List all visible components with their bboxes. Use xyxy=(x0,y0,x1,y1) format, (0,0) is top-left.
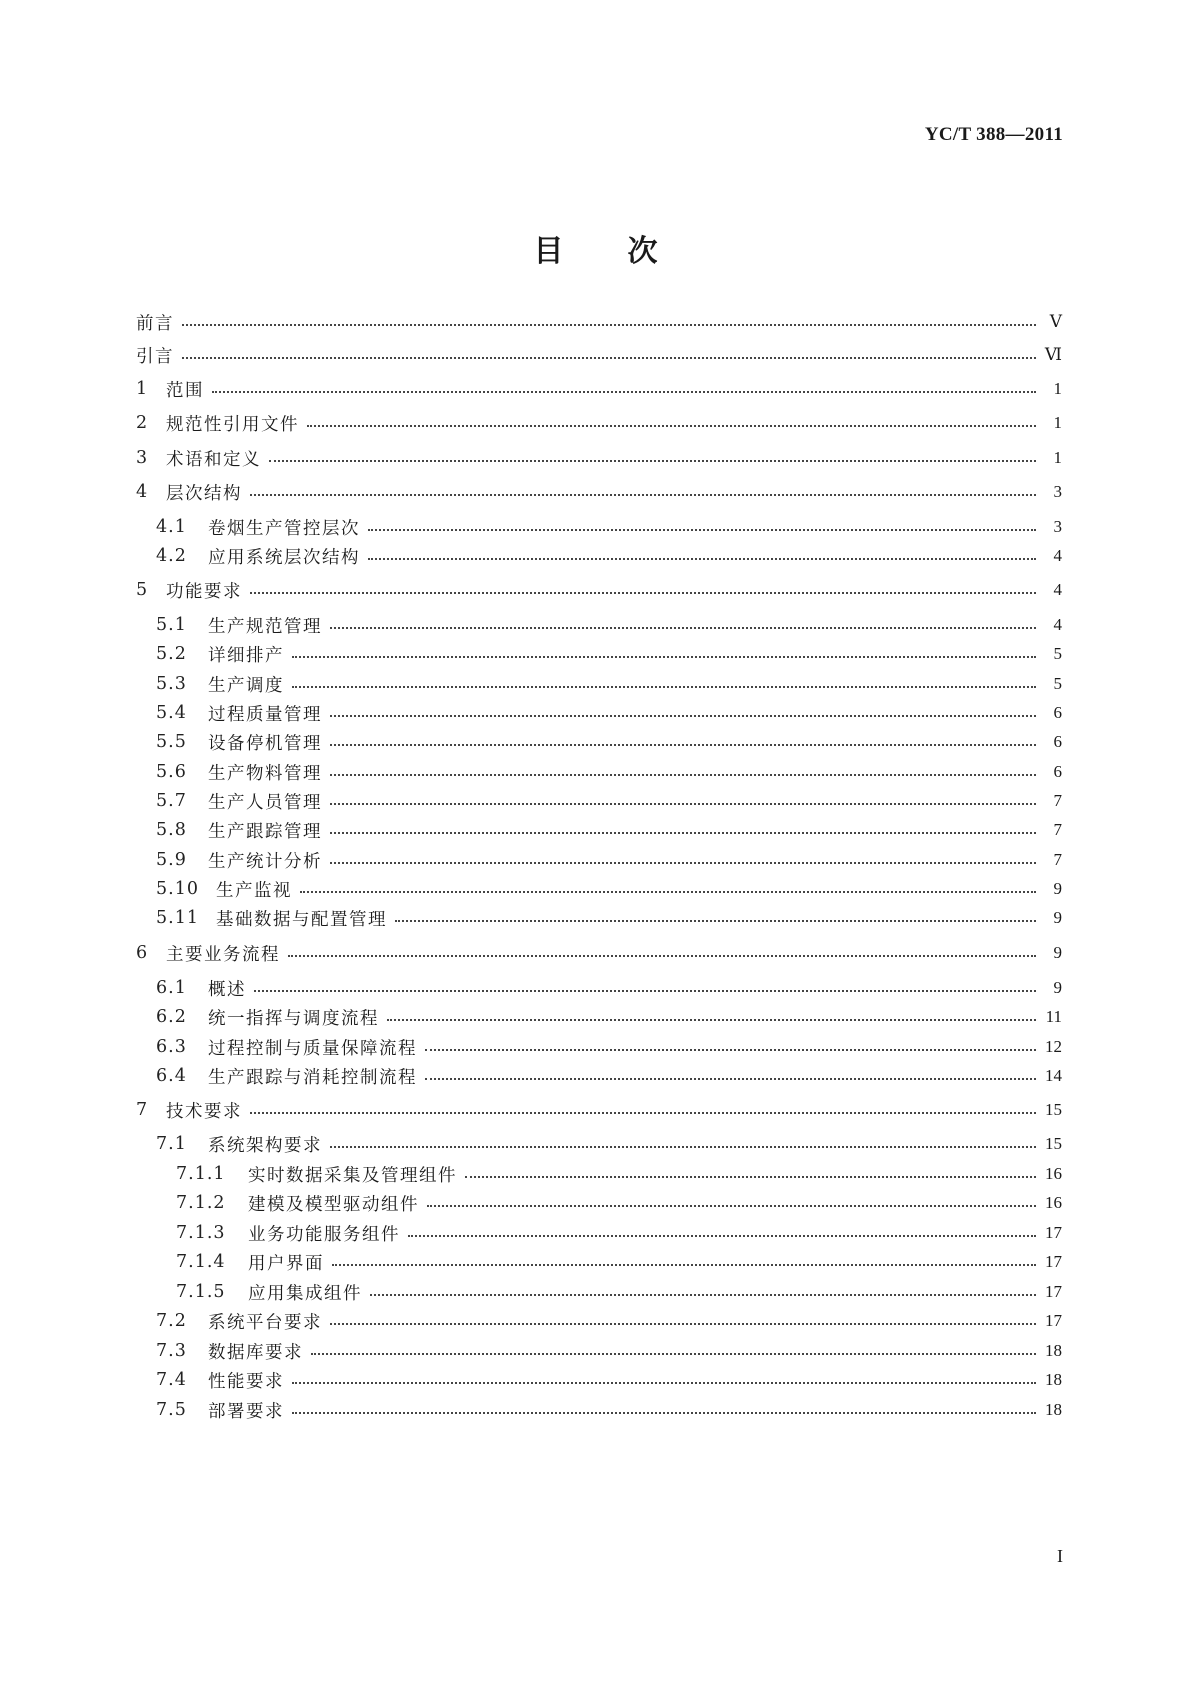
toc-entry[interactable] xyxy=(136,1131,1062,1157)
toc-dot-leader xyxy=(212,381,1036,393)
toc-entry[interactable] xyxy=(136,729,1062,755)
toc-entry-label: 系统架构要求 xyxy=(208,1135,322,1156)
toc-dot-leader xyxy=(292,646,1036,658)
toc-entry-page: 5 xyxy=(1053,644,1062,663)
toc-entry-label: 实时数据采集及管理组件 xyxy=(248,1165,457,1186)
toc-entry[interactable] xyxy=(136,1004,1062,1030)
toc-dot-leader xyxy=(292,1402,1036,1414)
toc-entry-page: 1 xyxy=(1053,379,1062,398)
toc-dot-leader xyxy=(425,1039,1036,1051)
toc-entry-number: 2 xyxy=(136,413,149,433)
toc-entry-page: 14 xyxy=(1045,1066,1062,1085)
toc-dot-leader xyxy=(368,519,1036,531)
toc-entry-page: 18 xyxy=(1045,1341,1062,1360)
toc-entry-label: 生产物料管理 xyxy=(208,763,322,784)
toc-dot-leader xyxy=(330,705,1036,717)
toc-entry-label: 生产人员管理 xyxy=(208,792,322,813)
toc-entry-number: 5.2 xyxy=(156,644,187,664)
toc-dot-leader xyxy=(182,347,1036,359)
toc-dot-leader xyxy=(370,1284,1036,1296)
toc-entry[interactable] xyxy=(136,1097,1062,1123)
toc-entry[interactable] xyxy=(136,1220,1062,1246)
toc-entry-page: 7 xyxy=(1053,791,1062,810)
toc-entry[interactable] xyxy=(136,759,1062,785)
toc-entry[interactable] xyxy=(136,641,1062,667)
toc-dot-leader xyxy=(182,314,1036,326)
toc-entry-number: 7.1.2 xyxy=(176,1193,226,1213)
toc-entry-label: 应用集成组件 xyxy=(248,1283,362,1304)
toc-dot-leader xyxy=(465,1166,1036,1178)
toc-dot-leader xyxy=(292,1372,1036,1384)
toc-dot-leader xyxy=(332,1254,1036,1266)
toc-entry[interactable] xyxy=(136,1338,1062,1364)
toc-entry-page: 7 xyxy=(1053,820,1062,839)
toc-entry-number: 6.4 xyxy=(156,1066,187,1086)
toc-entry-number: 5.10 xyxy=(156,879,199,899)
toc-entry-page: 17 xyxy=(1045,1252,1062,1271)
toc-entry[interactable] xyxy=(136,847,1062,873)
toc-entry[interactable] xyxy=(136,514,1062,540)
toc-dot-leader xyxy=(250,1102,1036,1114)
toc-entry-page: 3 xyxy=(1053,482,1062,501)
toc-entry-label: 卷烟生产管控层次 xyxy=(208,518,360,539)
toc-entry[interactable] xyxy=(136,577,1062,603)
toc-entry-number: 5.9 xyxy=(156,850,187,870)
toc-entry-number: 5.6 xyxy=(156,762,187,782)
toc-dot-leader xyxy=(330,734,1036,746)
toc-entry-number: 7.4 xyxy=(156,1370,187,1390)
toc-dot-leader xyxy=(300,881,1036,893)
toc-dot-leader xyxy=(330,793,1036,805)
toc-entry-label: 部署要求 xyxy=(208,1401,284,1422)
toc-entry-number: 1 xyxy=(136,379,149,399)
toc-entry-number: 6.3 xyxy=(156,1037,187,1057)
toc-entry[interactable] xyxy=(136,410,1062,436)
toc-entry-page: 1 xyxy=(1053,448,1062,467)
toc-dot-leader xyxy=(368,548,1036,560)
toc-dot-leader xyxy=(408,1225,1036,1237)
toc-entry[interactable] xyxy=(136,1397,1062,1423)
toc-entry-label: 生产监视 xyxy=(216,880,292,901)
toc-entry-page: 6 xyxy=(1053,703,1062,722)
toc-entry-label: 概述 xyxy=(208,979,246,1000)
toc-entry[interactable] xyxy=(136,940,1062,966)
toc-dot-leader xyxy=(387,1009,1036,1021)
toc-dot-leader xyxy=(330,822,1036,834)
toc-entry[interactable] xyxy=(136,479,1062,505)
toc-entry-page: 17 xyxy=(1045,1311,1062,1330)
toc-entry-label: 基础数据与配置管理 xyxy=(216,909,387,930)
toc-entry-label: 术语和定义 xyxy=(166,449,261,470)
toc-entry-page: 15 xyxy=(1045,1134,1062,1153)
toc-entry-label: 用户界面 xyxy=(248,1253,324,1274)
toc-entry-number: 6.2 xyxy=(156,1007,187,1027)
toc-dot-leader xyxy=(395,910,1036,922)
toc-entry[interactable] xyxy=(136,342,1062,368)
toc-entry-page: 17 xyxy=(1045,1223,1062,1242)
toc-entry-label: 业务功能服务组件 xyxy=(248,1224,400,1245)
toc-entry-number: 3 xyxy=(136,448,149,468)
toc-entry-label: 引言 xyxy=(136,346,174,367)
title-char-2: 次 xyxy=(627,234,658,269)
toc-entry-label: 应用系统层次结构 xyxy=(208,547,360,568)
toc-entry-page: 15 xyxy=(1045,1100,1062,1119)
toc-dot-leader xyxy=(425,1068,1036,1080)
toc-entry-label: 详细排产 xyxy=(208,645,284,666)
toc-dot-leader xyxy=(330,764,1036,776)
toc-entry-label: 技术要求 xyxy=(166,1101,242,1122)
toc-entry-page: 18 xyxy=(1045,1400,1062,1419)
toc-entry-label: 建模及模型驱动组件 xyxy=(248,1194,419,1215)
toc-entry-page: 1 xyxy=(1053,413,1062,432)
toc-entry-page: 6 xyxy=(1053,732,1062,751)
toc-entry-label: 前言 xyxy=(136,313,174,334)
toc-entry-number: 7.1.5 xyxy=(176,1282,226,1302)
toc-entry-page: 17 xyxy=(1045,1282,1062,1301)
toc-entry-label: 功能要求 xyxy=(166,581,242,602)
toc-dot-leader xyxy=(292,676,1036,688)
toc-entry[interactable] xyxy=(136,612,1062,638)
toc-entry-label: 主要业务流程 xyxy=(166,944,280,965)
toc-entry-label: 设备停机管理 xyxy=(208,733,322,754)
toc-entry-number: 5.8 xyxy=(156,820,187,840)
toc-dot-leader xyxy=(288,945,1036,957)
toc-entry-number: 5.7 xyxy=(156,791,187,811)
toc-entry[interactable] xyxy=(136,376,1062,402)
toc-entry[interactable] xyxy=(136,309,1062,335)
toc-entry[interactable] xyxy=(136,1063,1062,1089)
toc-entry-page: 18 xyxy=(1045,1370,1062,1389)
toc-entry-page: 4 xyxy=(1053,580,1062,599)
toc-dot-leader xyxy=(330,1313,1036,1325)
toc-entry-number: 7.3 xyxy=(156,1341,187,1361)
toc-entry[interactable] xyxy=(136,700,1062,726)
title-char-1: 目 xyxy=(533,234,564,269)
toc-entry[interactable] xyxy=(136,905,1062,931)
toc-entry-label: 生产跟踪与消耗控制流程 xyxy=(208,1067,417,1088)
toc-dot-leader xyxy=(427,1195,1036,1207)
toc-entry-number: 4.2 xyxy=(156,546,187,566)
toc-entry-page: 6 xyxy=(1053,762,1062,781)
toc-entry[interactable] xyxy=(136,445,1062,471)
toc-entry-number: 5.1 xyxy=(156,615,187,635)
toc-entry[interactable] xyxy=(136,876,1062,902)
toc-dot-leader xyxy=(311,1343,1036,1355)
toc-entry-label: 性能要求 xyxy=(208,1371,284,1392)
toc-entry-page: 9 xyxy=(1053,879,1062,898)
toc-entry-number: 5.11 xyxy=(156,908,199,928)
toc-entry[interactable] xyxy=(136,1034,1062,1060)
toc-entry-label: 层次结构 xyxy=(166,483,242,504)
toc-entry-label: 过程质量管理 xyxy=(208,704,322,725)
toc-entry-label: 数据库要求 xyxy=(208,1342,303,1363)
toc-entry[interactable] xyxy=(136,1190,1062,1216)
toc-entry-number: 6.1 xyxy=(156,978,187,998)
toc-dot-leader xyxy=(250,484,1036,496)
toc-dot-leader xyxy=(330,617,1036,629)
toc-entry-number: 7.1.3 xyxy=(176,1223,226,1243)
toc-dot-leader xyxy=(269,450,1036,462)
toc-entry-page: 16 xyxy=(1045,1164,1062,1183)
toc-entry-number: 5 xyxy=(136,580,149,600)
toc-entry-page: 4 xyxy=(1053,615,1062,634)
toc-entry-label: 生产跟踪管理 xyxy=(208,821,322,842)
toc-entry[interactable] xyxy=(136,543,1062,569)
toc-entry-label: 统一指挥与调度流程 xyxy=(208,1008,379,1029)
toc-dot-leader xyxy=(250,582,1036,594)
toc-entry[interactable] xyxy=(136,1308,1062,1334)
toc-entry-number: 4 xyxy=(136,482,149,502)
page-title xyxy=(0,226,1191,270)
toc-entry-page: 16 xyxy=(1045,1193,1062,1212)
toc-entry[interactable] xyxy=(136,1161,1062,1187)
toc-entry-number: 5.5 xyxy=(156,732,187,752)
toc-dot-leader xyxy=(330,852,1036,864)
toc-entry-number: 7.1.1 xyxy=(176,1164,226,1184)
toc-dot-leader xyxy=(307,415,1036,427)
toc-entry-label: 过程控制与质量保障流程 xyxy=(208,1038,417,1059)
toc-entry[interactable] xyxy=(136,1249,1062,1275)
toc-entry-label: 生产调度 xyxy=(208,675,284,696)
toc-dot-leader xyxy=(254,980,1036,992)
toc-entry[interactable] xyxy=(136,817,1062,843)
toc-entry-number: 4.1 xyxy=(156,517,187,537)
toc-entry-number: 5.3 xyxy=(156,674,187,694)
toc-entry-label: 系统平台要求 xyxy=(208,1312,322,1333)
standard-code: YC/T 388—2011 xyxy=(924,124,1063,145)
toc-dot-leader xyxy=(330,1136,1036,1148)
toc-entry-number: 7.1 xyxy=(156,1134,187,1154)
toc-entry[interactable] xyxy=(136,1367,1062,1393)
toc-entry-page: 4 xyxy=(1053,546,1062,565)
toc-entry[interactable] xyxy=(136,1279,1062,1305)
toc-entry-page: 5 xyxy=(1053,674,1062,693)
toc-entry-label: 生产规范管理 xyxy=(208,616,322,637)
toc-entry-page: 11 xyxy=(1045,1007,1062,1026)
toc-entry-number: 7 xyxy=(136,1100,149,1120)
toc-entry-number: 6 xyxy=(136,943,149,963)
toc-entry-label: 规范性引用文件 xyxy=(166,414,299,435)
toc-entry-page: Ⅴ xyxy=(1049,312,1062,331)
toc-entry-label: 范围 xyxy=(166,380,204,401)
toc-entry-number: 7.5 xyxy=(156,1400,187,1420)
toc-entry-page: 9 xyxy=(1053,908,1062,927)
toc-entry-number: 5.4 xyxy=(156,703,187,723)
toc-entry-number: 7.2 xyxy=(156,1311,187,1331)
toc-entry-number: 7.1.4 xyxy=(176,1252,226,1272)
toc-entry-page: 12 xyxy=(1045,1037,1062,1056)
toc-entry[interactable] xyxy=(136,975,1062,1001)
toc-entry-page: 9 xyxy=(1053,978,1062,997)
toc-entry-label: 生产统计分析 xyxy=(208,851,322,872)
toc-entry-page: Ⅵ xyxy=(1044,345,1062,364)
toc-entry-page: 9 xyxy=(1053,943,1062,962)
toc-entry[interactable] xyxy=(136,788,1062,814)
page-number: I xyxy=(1057,1546,1063,1566)
toc-entry-page: 7 xyxy=(1053,850,1062,869)
toc-entry[interactable] xyxy=(136,671,1062,697)
toc-entry-page: 3 xyxy=(1053,517,1062,536)
